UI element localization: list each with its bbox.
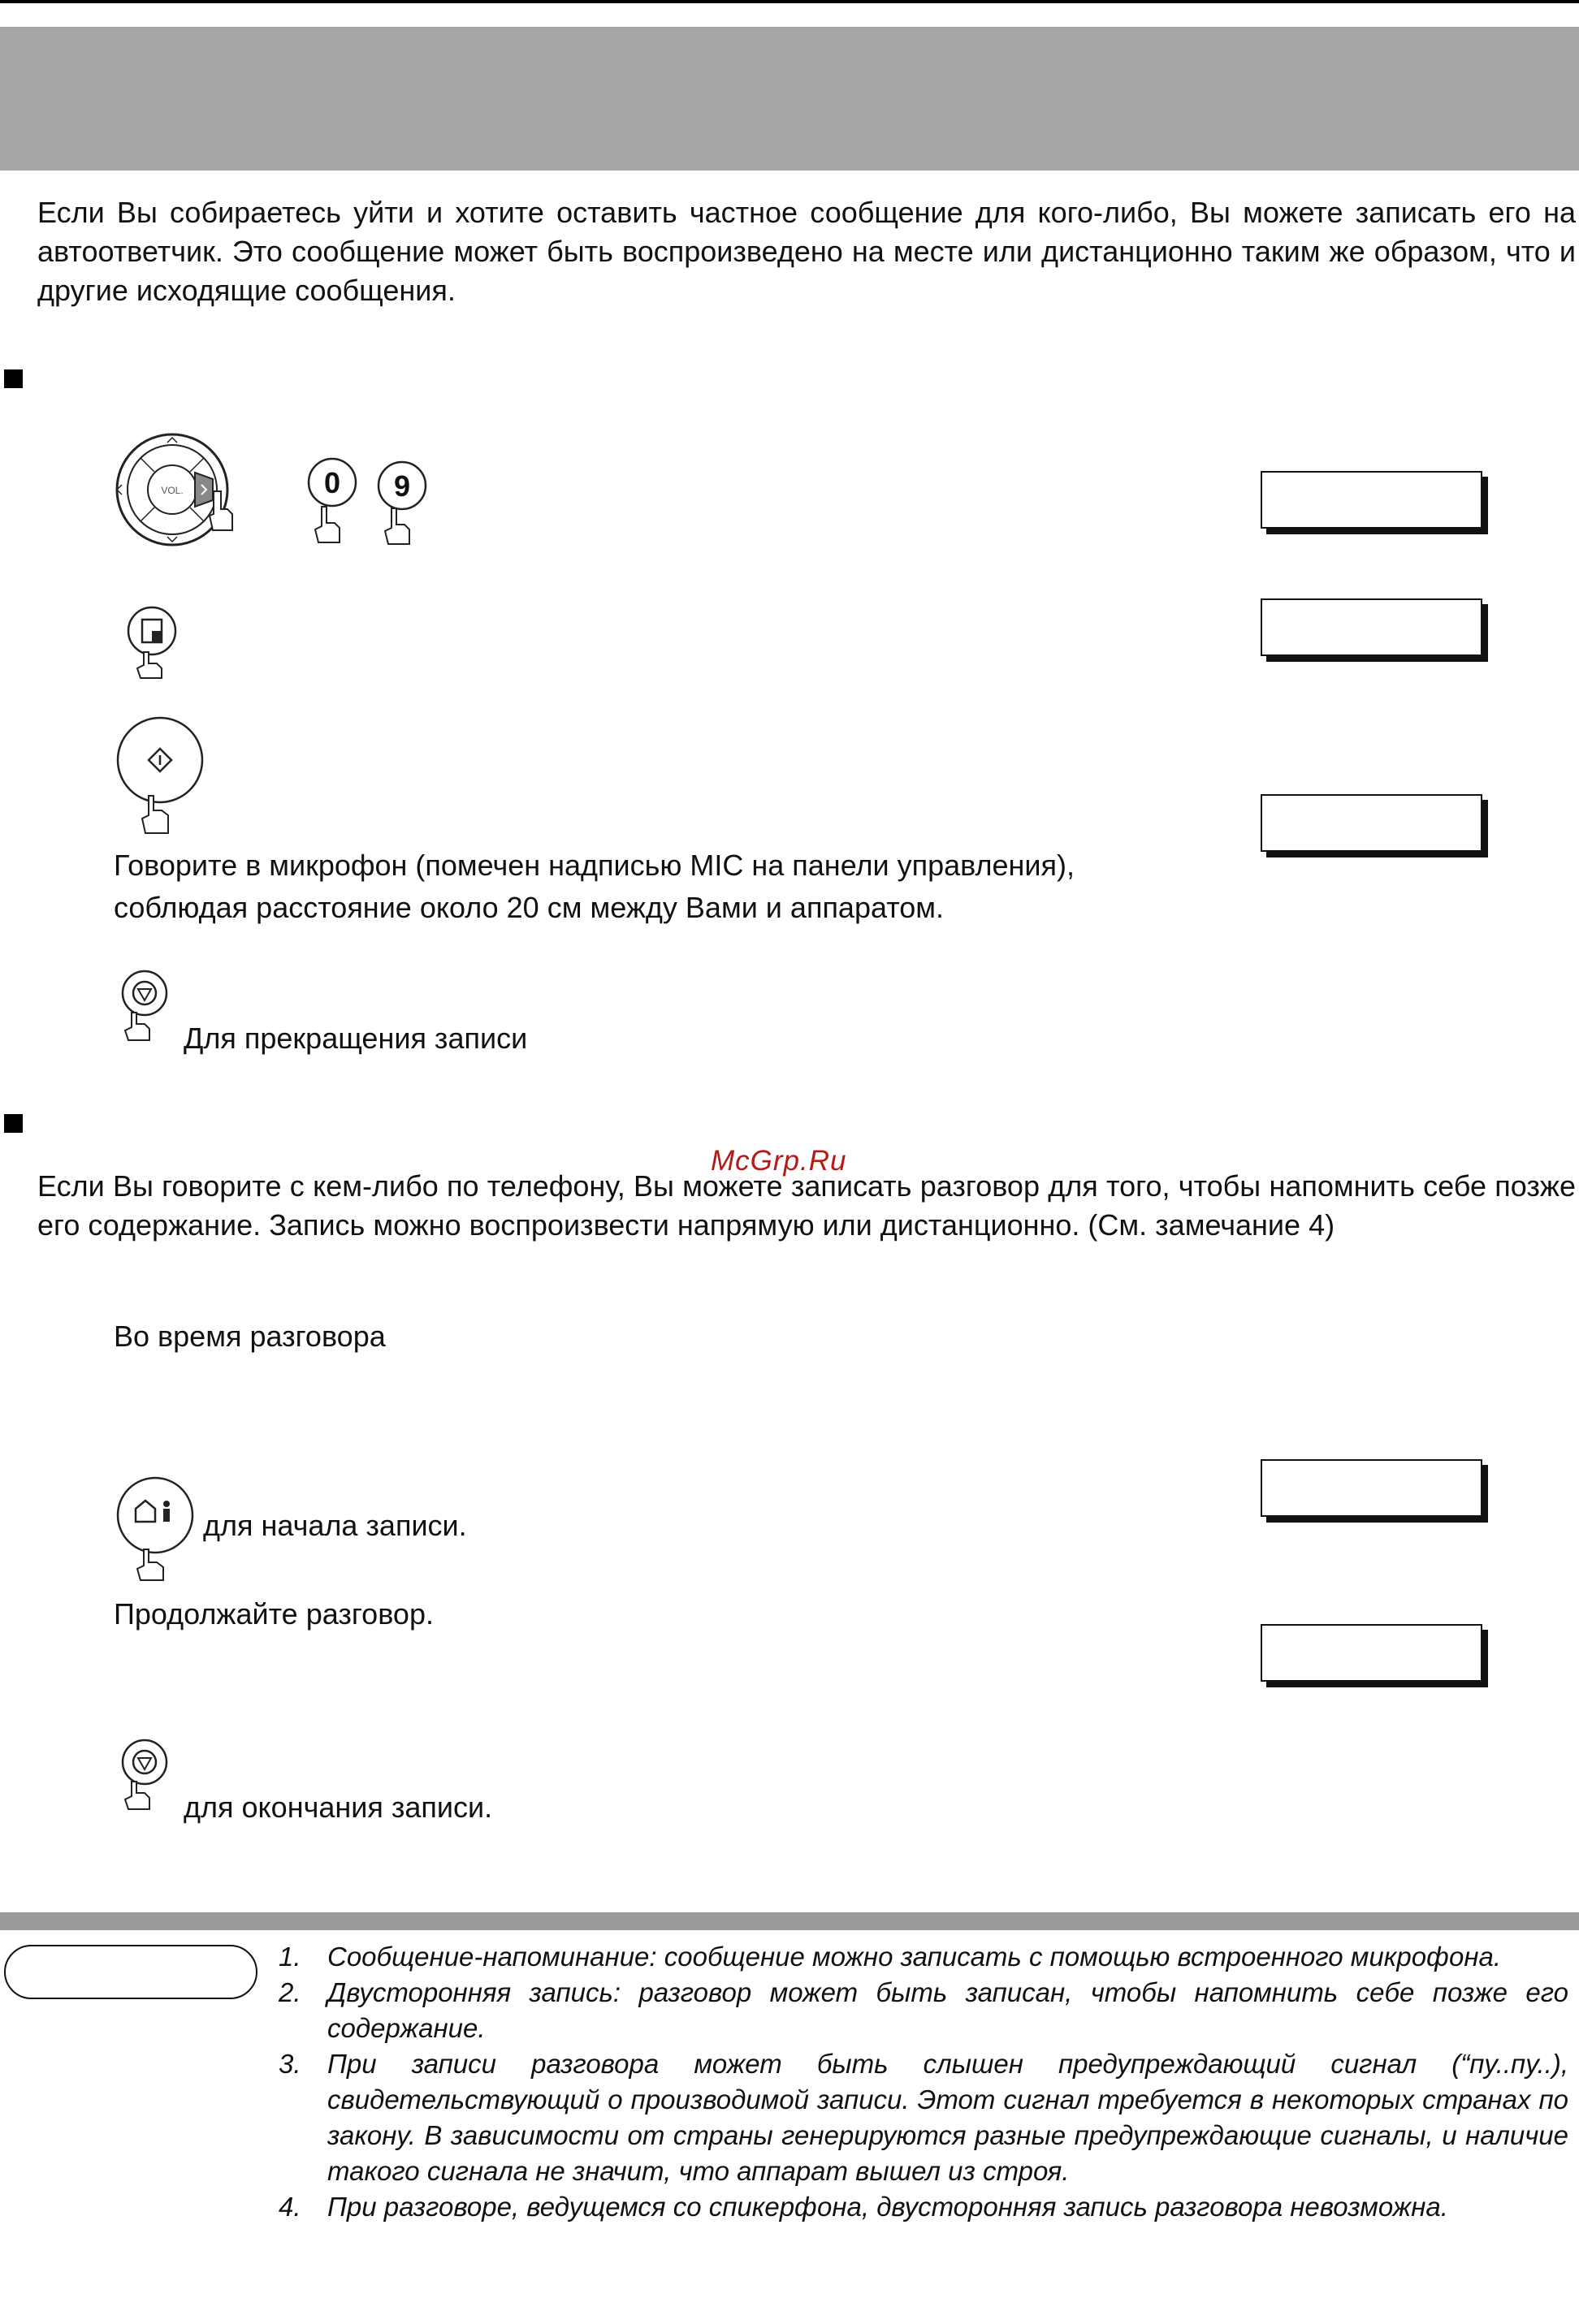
intro-paragraph: Если Вы собираетесь уйти и хотите оставить частное сообщение для кого-либо, Вы можете записать его на автоответчик. Это сообщение может быть воспроизведено на месте или дистанционно таким же образом, что и другие исходящие сообщения. — [37, 196, 1576, 307]
note-number: 1. — [279, 1942, 301, 1972]
lcd-display-5 — [1261, 1624, 1482, 1682]
note-number: 4. — [279, 2192, 301, 2222]
note-text: Сообщение-напоминание: сообщение можно записать с помощью встроенного микрофона. — [327, 1942, 1502, 1972]
start-recording-label: для начала записи. — [203, 1509, 467, 1542]
continue-conversation-label: Продолжайте разговор. — [114, 1597, 434, 1631]
end-recording-label: для окончания записи. — [184, 1791, 493, 1824]
header-band — [0, 27, 1579, 171]
stop-button-icon-2[interactable] — [119, 1738, 169, 1812]
note-text: Двусторонняя запись: разговор может быть записан, чтобы напомнить себе позже его содержание. — [327, 1977, 1568, 2043]
notes-band — [0, 1912, 1579, 1930]
lcd-display-2 — [1261, 598, 1482, 656]
note-item — [279, 2189, 1574, 2225]
start-button-icon[interactable] — [118, 715, 207, 836]
note-item — [279, 1975, 1574, 2046]
speak-instruction-line2: соблюдая расстояние около 20 см между Вами и аппаратом. — [114, 891, 945, 924]
lcd-display-3 — [1261, 794, 1482, 852]
section1-bullet — [4, 369, 23, 388]
navigation-dial-icon[interactable] — [114, 434, 264, 552]
during-call-label: Во время разговора — [114, 1320, 386, 1353]
key-9-label: 9 — [393, 469, 411, 503]
section2-paragraph: Если Вы говорите с кем-либо по телефону, Вы можете записать разговор для того, чтобы напомнить себе позже его содержание. Запись можно воспроизвести напрямую или дистанционно. (См. замечание 4) — [37, 1169, 1576, 1242]
note-text: При разговоре, ведущемся со спикерфона, двусторонняя запись разговора невозможна. — [327, 2192, 1448, 2222]
lcd-display-1 — [1261, 471, 1482, 529]
notes-label-pill — [4, 1945, 257, 1999]
top-rule — [0, 0, 1579, 3]
notes-list — [279, 1939, 1574, 2225]
two-way-record-button-icon[interactable] — [116, 1476, 197, 1580]
stop-button-icon[interactable] — [119, 969, 169, 1043]
note-number: 2. — [279, 1977, 301, 2007]
memo-button-icon[interactable] — [126, 603, 183, 678]
note-text: При записи разговора может быть слышен предупреждающий сигнал (“пу..пу..), свидетельствующий о производимой записи. Этот сигнал требуется в некоторых странах по закону. В зависимости от страны генерируются разные предупреждающие сигналы, и наличие такого сигнала не значит, что аппарат вышел из строя. — [327, 2049, 1568, 2186]
note-item — [279, 2046, 1574, 2189]
key-0-label: 0 — [323, 466, 341, 499]
speak-instruction-line1: Говорите в микрофон (помечен надписью MIC на панели управления), — [114, 849, 1075, 882]
vol-label: VOL. — [161, 485, 184, 496]
watermark: McGrp.Ru — [711, 1145, 847, 1177]
key-9-button[interactable] — [377, 456, 427, 550]
note-item — [279, 1939, 1574, 1975]
lcd-display-4 — [1261, 1459, 1482, 1517]
key-0-button[interactable] — [307, 456, 357, 550]
stop-recording-label: Для прекращения записи — [184, 1022, 528, 1055]
note-number: 3. — [279, 2049, 301, 2079]
section2-bullet — [4, 1114, 23, 1133]
